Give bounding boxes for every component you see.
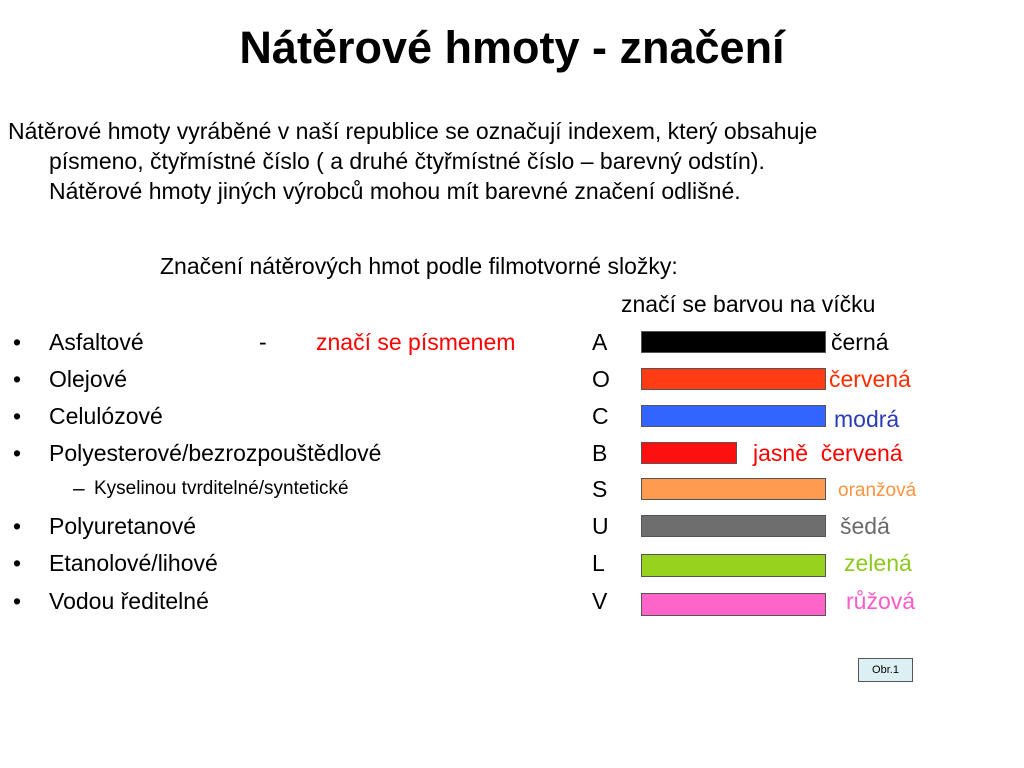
bullet-marker: • (13, 550, 22, 576)
dash-separator: - (259, 329, 267, 355)
binder-name: Asfaltové (49, 329, 144, 355)
color-swatch (641, 442, 737, 464)
list-item-sub (0, 473, 1024, 505)
bullet-marker: • (13, 403, 22, 429)
list-item (0, 437, 1024, 469)
dash-marker: – (73, 477, 85, 500)
page-title: Nátěrové hmoty - značení (239, 22, 785, 73)
bullet-marker: • (13, 366, 22, 392)
figure-badge: Obr.1 (858, 658, 913, 682)
binder-name: Vodou ředitelné (49, 588, 209, 614)
letter-note: značí se písmenem (316, 329, 516, 355)
letter-code: U (592, 513, 609, 539)
letter-code: A (592, 329, 608, 355)
intro-line-2: písmeno, čtyřmístné číslo ( a druhé čtyřmístné číslo – barevný odstín). (49, 148, 765, 174)
color-name: jasně červená (753, 440, 903, 466)
binder-name: Etanolové/lihové (49, 550, 218, 576)
color-swatch (641, 554, 826, 577)
color-name: zelená (844, 550, 912, 576)
color-name: oranžová (838, 480, 917, 501)
intro-line-3: Nátěrové hmoty jiných výrobců mohou mít barevné značení odlišné. (49, 178, 741, 204)
color-swatch (641, 515, 826, 537)
color-swatch (641, 405, 826, 427)
letter-code: L (592, 550, 605, 576)
letter-code: B (592, 440, 608, 466)
list-item (0, 326, 1024, 358)
binder-name: Polyesterové/bezrozpouštědlové (49, 440, 382, 466)
bullet-marker: • (13, 440, 22, 466)
letter-code: V (592, 588, 608, 614)
letter-code: C (592, 403, 609, 429)
list-item (0, 400, 1024, 432)
color-name: růžová (846, 588, 916, 614)
bullet-marker: • (13, 329, 22, 355)
list-item (0, 547, 1024, 579)
list-item (0, 363, 1024, 395)
binder-name: Olejové (49, 366, 127, 392)
color-name: modrá (834, 406, 900, 432)
binder-name: Celulózové (49, 403, 163, 429)
bullet-marker: • (13, 513, 22, 539)
color-name: červená (829, 366, 911, 392)
bullet-marker: • (13, 588, 22, 614)
letter-code: O (592, 366, 610, 392)
intro-line-1: Nátěrové hmoty vyráběné v naší republice se označují indexem, který obsahuje (8, 118, 818, 144)
color-name: šedá (840, 513, 890, 539)
color-swatch (641, 593, 826, 616)
color-swatch (641, 368, 826, 390)
color-swatch (641, 331, 826, 353)
section-subtitle: Značení nátěrových hmot podle filmotvorné složky: (160, 253, 678, 279)
binder-name: Polyuretanové (49, 513, 197, 539)
letter-code: S (592, 476, 608, 502)
list-item (0, 585, 1024, 617)
color-name: černá (831, 329, 889, 355)
cap-color-note: značí se barvou na víčku (621, 291, 876, 317)
color-swatch (641, 478, 826, 500)
list-item (0, 510, 1024, 542)
intro-paragraph (8, 116, 1018, 206)
binder-name: Kyselinou tvrditelné/syntetické (94, 478, 349, 499)
